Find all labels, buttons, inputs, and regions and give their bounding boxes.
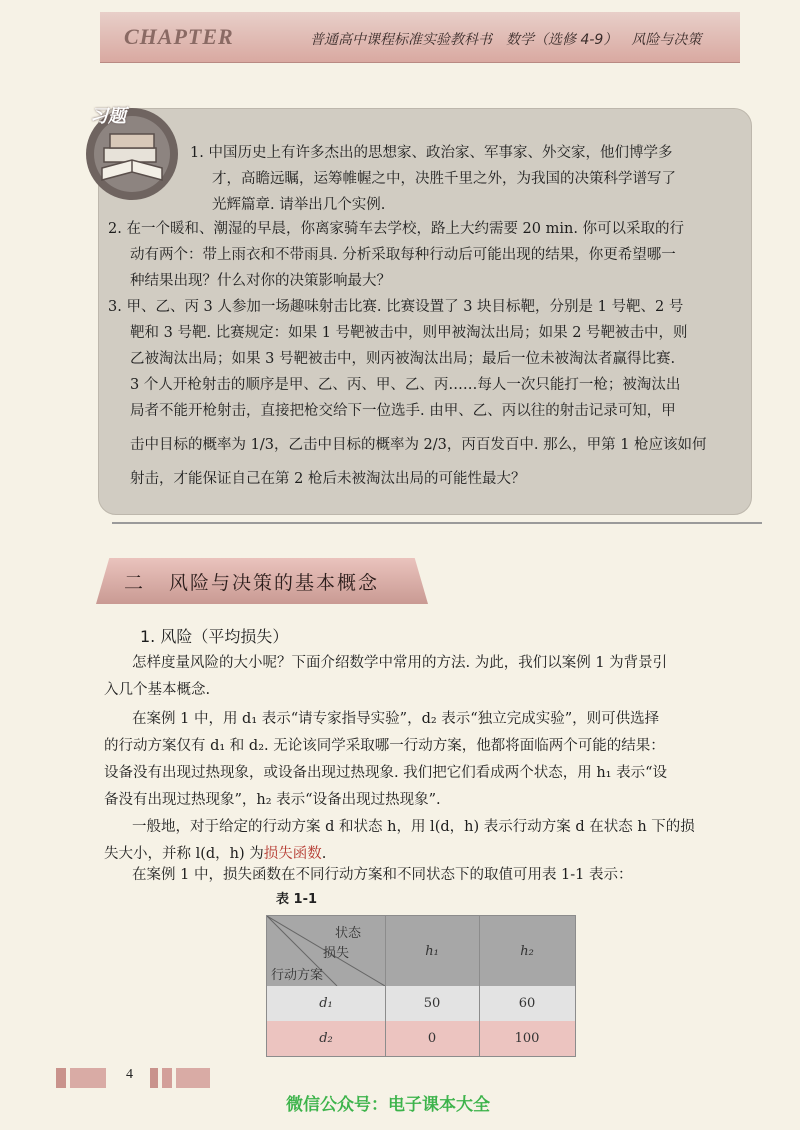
page-header <box>100 12 740 63</box>
text-line: 1. 中国历史上有许多杰出的思想家、政治家、军事家、外交家，他们博学多 <box>190 145 673 161</box>
chapter-label: CHAPTER <box>124 24 234 49</box>
text-line: 靶和 3 号靶. 比赛规定：如果 1 号靶被击中，则甲被淘汰出局；如果 2 号靶被击中，则 <box>130 325 688 341</box>
column-header: h₂ <box>520 943 534 959</box>
section-heading-text <box>124 568 379 595</box>
text-line: 乙被淘汰出局；如果 3 号靶被击中，则丙被淘汰出局；最后一位未被淘汰者赢得比赛. <box>130 351 676 367</box>
corner-action-label: 行动方案 <box>271 968 324 983</box>
table-header-row <box>267 916 575 987</box>
text-line: 局者不能开枪射击，直接把枪交给下一位选手. 由甲、乙、丙以往的射击记录可知，甲 <box>130 403 676 419</box>
running-title <box>310 29 730 49</box>
paragraph <box>104 862 744 889</box>
page-number: 4 <box>126 1067 133 1082</box>
text-line: 一般地，对于给定的行动方案 d 和状态 h，用 l(d，h) 表示行动方案 d 在状态 h 下的损 <box>132 819 695 835</box>
table-cell: 100 <box>514 1031 540 1046</box>
text-line: 动有两个：带上雨衣和不带雨具. 分析采取每种行动后可能出现的结果，你更希望哪一 <box>130 247 676 263</box>
subheading: 1. 风险（平均损失） <box>140 627 289 646</box>
exercise-item-3 <box>108 294 707 492</box>
table-row <box>267 1021 575 1056</box>
footer-decoration-right <box>150 1068 210 1088</box>
key-term: 损失函数 <box>263 846 322 862</box>
book-title: 普通高中课程标准实验教科书 <box>310 32 492 48</box>
text-line: 击中目标的概率为 1/3，乙击中目标的概率为 2/3，丙百发百中. 那么，甲第 1 枪应该如何 <box>130 437 707 453</box>
exercise-label: 习题 <box>90 106 126 127</box>
text-line: 光辉篇章. 请举出几个实例. <box>212 197 386 213</box>
text-line: 3. 甲、乙、丙 3 人参加一场趣味射击比赛. 比赛设置了 3 块目标靶，分别是 1 号靶、2 号 <box>108 299 684 315</box>
table-cell: 0 <box>385 1021 480 1056</box>
table-caption: 表 1-1 <box>276 892 318 907</box>
text-line: 的行动方案仅有 d₁ 和 d₂. 无论该同学采取哪一行动方案，他都将面临两个可能的结果： <box>104 738 665 754</box>
footer-decoration-left <box>56 1068 106 1088</box>
corner-state-label: 状态 <box>335 926 362 941</box>
section-number: 二 <box>124 572 146 594</box>
text-segment: . <box>321 846 327 862</box>
exercise-item-1 <box>190 140 676 218</box>
table-cell: 60 <box>518 996 536 1011</box>
divider <box>112 522 762 524</box>
text-line: 才，高瞻远瞩，运筹帷幄之中，决胜千里之外，为我国的决策科学谱写了 <box>212 171 676 187</box>
table-row <box>267 986 575 1022</box>
text-line: 怎样度量风险的大小呢？下面介绍数学中常用的方法. 为此，我们以案例 1 为背景引 <box>132 655 668 671</box>
text-line: 在案例 1 中，用 d₁ 表示“请专家指导实验”，d₂ 表示“独立完成实验”，则可供选择 <box>132 711 660 727</box>
text-line: 在案例 1 中，损失函数在不同行动方案和不同状态下的取值可用表 1-1 表示： <box>132 867 633 883</box>
text-line: 射击，才能保证自己在第 2 枪后未被淘汰出局的可能性最大？ <box>130 471 526 487</box>
subject-label: 数学（选修 4-9） <box>506 32 618 48</box>
watermark: 微信公众号：电子课本大全 <box>286 1095 490 1115</box>
table-corner-cell <box>267 916 386 986</box>
exercise-item-2 <box>108 216 684 294</box>
text-line: 2. 在一个暖和、潮湿的早晨，你离家骑车去学校，路上大约需要 20 min. 你可以采取的行 <box>108 221 685 237</box>
text-line: 3 个人开枪射击的顺序是甲、乙、丙、甲、乙、丙……每人一次只能打一枪；被淘汰出 <box>130 377 681 393</box>
table-cell: 50 <box>385 986 480 1021</box>
section-title: 风险与决策的基本概念 <box>169 572 380 594</box>
text-line: 设备没有出现过热现象，或设备出现过热现象. 我们把它们看成两个状态，用 h₁ 表示“设 <box>104 765 667 781</box>
paragraph <box>104 650 744 704</box>
paragraph <box>104 814 744 868</box>
row-header: d₂ <box>267 1021 386 1056</box>
section-heading <box>96 558 428 604</box>
text-line: 入几个基本概念. <box>104 682 211 698</box>
text-line: 备没有出现过热现象”，h₂ 表示“设备出现过热现象”. <box>104 792 441 808</box>
column-header: h₁ <box>385 916 480 986</box>
chapter-name: 风险与决策 <box>631 32 702 48</box>
corner-loss-label: 损失 <box>323 946 350 961</box>
loss-table <box>266 915 576 1057</box>
row-header: d₁ <box>267 986 386 1021</box>
text-segment: 失大小，并称 l(d，h) 为 <box>104 846 264 862</box>
text-line: 种结果出现？什么对你的决策影响最大？ <box>130 273 391 289</box>
paragraph <box>104 706 744 814</box>
